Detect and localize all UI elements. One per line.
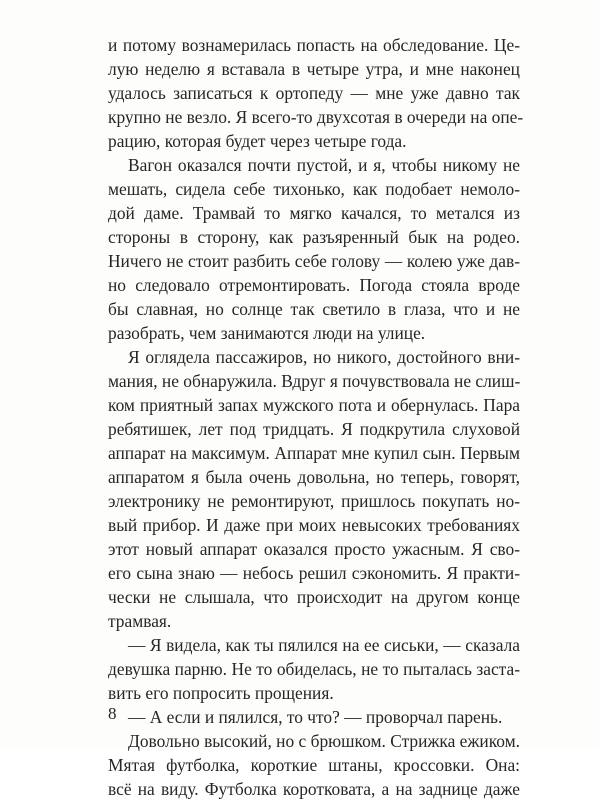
text-line: Вагон оказался почти пустой, и я, чтобы никому не	[128, 155, 520, 175]
text-line: но следовало отремонтировать. Погода стояла вроде	[108, 275, 520, 295]
text-line: всё на виду. Футболка коротковата, а на заднице даже	[108, 779, 520, 799]
text-line: Довольно высокий, но с брюшком. Стрижка ежиком.	[128, 731, 520, 751]
text-line: ребятишек, лет под тридцать. Я подкрутила слуховой	[108, 419, 520, 439]
page-number: 8	[108, 704, 117, 723]
text-line: мания, не обнаружила. Вдруг я почувствовала не слиш-	[108, 371, 521, 391]
text-line: Я оглядела пассажиров, но никого, достойного вни-	[128, 347, 520, 367]
text-line: девушка парню. Не то обиделась, не то пыталась заста-	[108, 659, 520, 679]
text-line: чески не слышала, что происходит на другом конце	[108, 587, 520, 607]
body-text	[108, 33, 524, 801]
text-line: этот новый аппарат оказался просто ужасным. Я сво-	[108, 539, 520, 559]
text-line: ком приятный запах мужского пота и обернулась. Пара	[108, 395, 520, 415]
text-line: аппарат на максимум. Аппарат мне купил сын. Первым	[108, 443, 520, 463]
text-line: разобрать, чем занимаются люди на улице.	[108, 323, 426, 343]
text-line: электронику не ремонтируют, пришлось покупать но-	[108, 491, 520, 511]
text-line: дой даме. Трамвай то мягко качался, то метался из	[108, 203, 520, 223]
text-line: его сына знаю — небось решил сэкономить. Я практи-	[108, 563, 520, 583]
text-line: Мятая футболка, короткие штаны, кроссовки. Она:	[108, 755, 520, 775]
text-line: бы славная, но солнце так светило в глаза, что и не	[108, 299, 520, 319]
text-line: рацию, которая будет через четыре года.	[108, 131, 407, 151]
text-line: — А если и пялился, то что? — проворчал парень.	[128, 707, 503, 727]
text-line: лую неделю я вставала в четыре утра, и мне наконец	[108, 59, 520, 79]
text-line: и потому вознамерилась попасть на обследование. Це-	[108, 35, 520, 55]
text-line: Ничего не стоит разбить себе голову — колею уже дав-	[108, 251, 520, 271]
text-line: вый прибор. И даже при моих невысоких требованиях	[108, 515, 520, 535]
text-line: стороны в сторону, как разъяренный бык на родео.	[108, 227, 520, 247]
text-line: вить его попросить прощения.	[108, 683, 334, 703]
text-line: удалось записаться к ортопеду — мне уже давно так	[108, 83, 520, 103]
text-line: — Я видела, как ты пялился на ее сиськи, — сказала	[128, 635, 520, 655]
text-line: мешать, сидела себе тихонько, как подобает немоло-	[108, 179, 520, 199]
text-line: крупно не везло. Я всего-то двухсотая в очереди на опе-	[108, 107, 524, 127]
text-line: трамвая.	[108, 611, 172, 631]
text-line: аппаратом я была очень довольна, но теперь, говорят,	[108, 467, 520, 487]
